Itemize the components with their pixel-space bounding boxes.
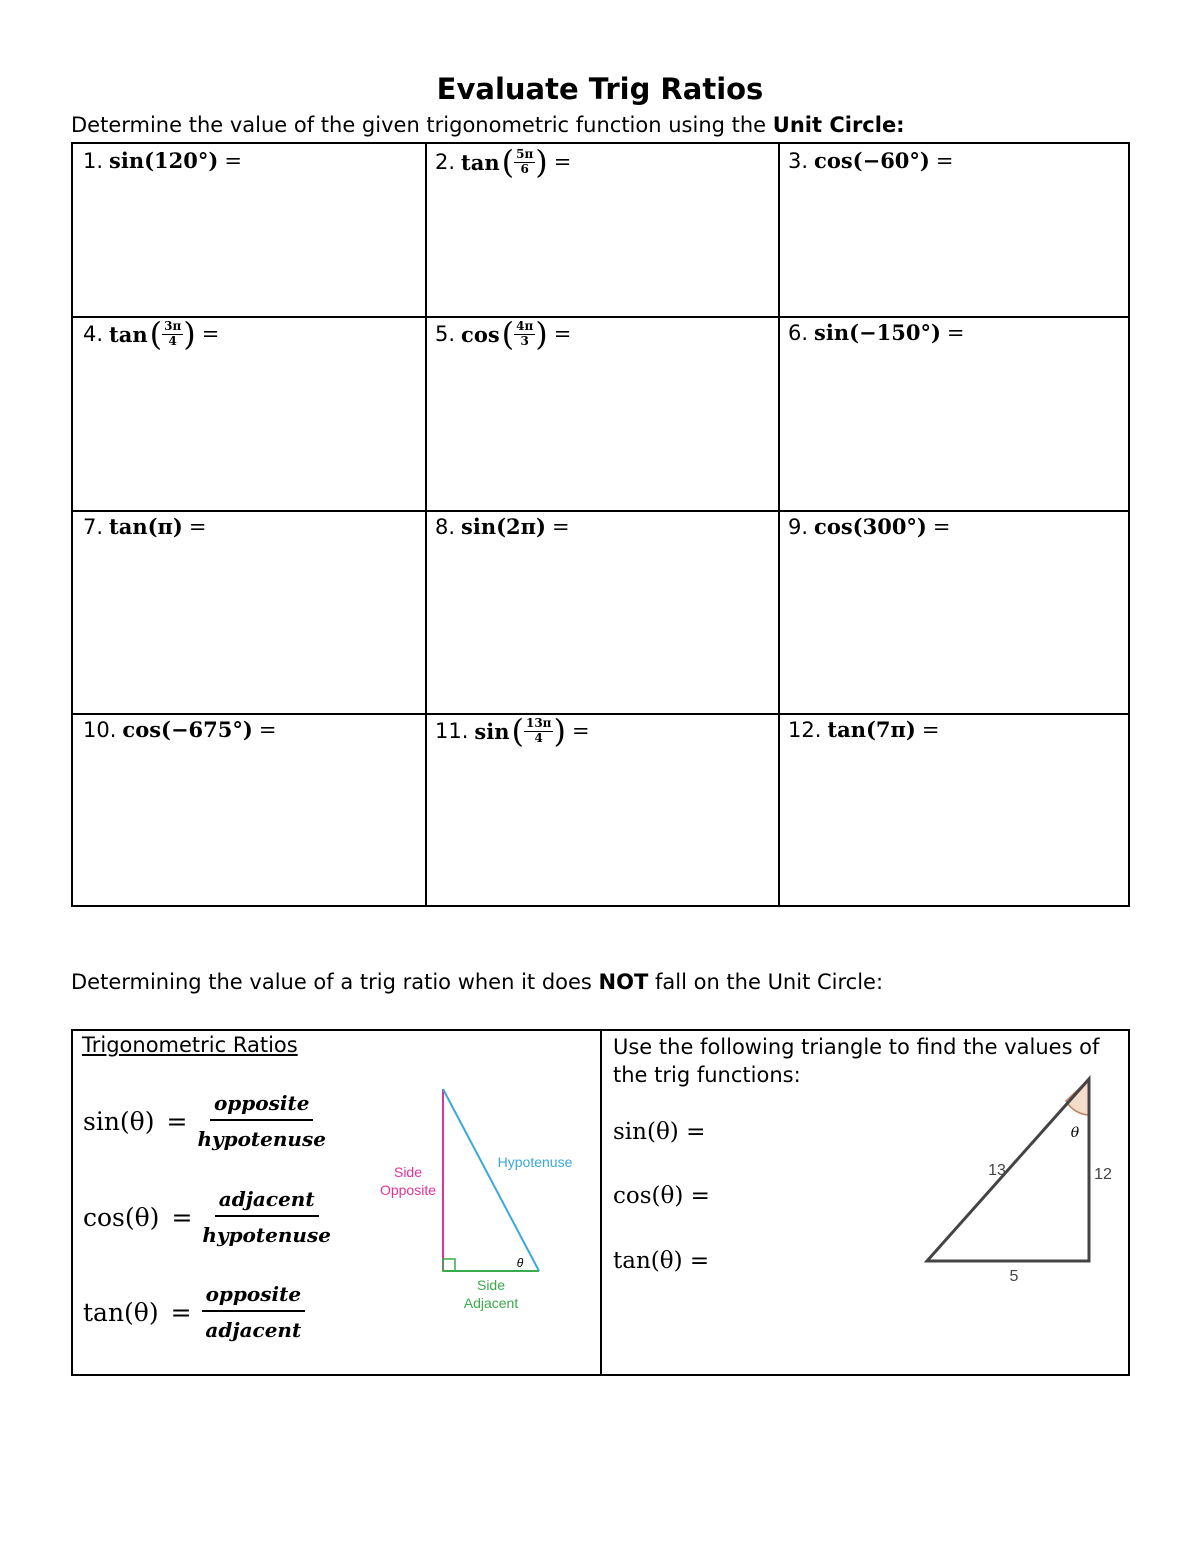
tan-ratio-equals: = <box>170 1297 192 1327</box>
problem-cell-11 <box>425 713 780 905</box>
sin-ratio-lhs: sin(θ) <box>83 1106 155 1136</box>
problem-equals: = <box>946 320 965 345</box>
problem-equals: = <box>571 719 590 743</box>
side-adjacent-label-1: Side <box>476 1277 506 1293</box>
problem-number: 5. <box>435 322 456 346</box>
tan-ratio-denominator: adjacent <box>205 1318 302 1342</box>
problem-cell-3 <box>778 144 1128 318</box>
fraction-numerator: 3π <box>164 319 182 334</box>
instruction2-before: Determining the value of a trig ratio when it does <box>71 970 599 994</box>
problem-number: 2. <box>435 150 456 174</box>
problem-cell-10 <box>73 713 427 905</box>
problem-equals: = <box>932 514 951 539</box>
cos-question: cos(θ) = <box>613 1183 710 1209</box>
problem-function: tan <box>109 321 148 347</box>
problem-number: 9. <box>788 514 809 539</box>
side-adjacent-label-2: Adjacent <box>463 1295 519 1311</box>
right-paren: ) <box>553 712 566 750</box>
problem-7 <box>83 514 206 539</box>
fraction-denominator: 6 <box>520 161 529 176</box>
theta-label-triangle: θ <box>1070 1125 1080 1141</box>
unit-circle-instruction <box>71 113 905 137</box>
instruction-bold: Unit Circle: <box>772 113 905 137</box>
problem-11 <box>435 712 590 750</box>
right-paren: ) <box>535 143 548 181</box>
problem-function: tan <box>461 149 500 175</box>
problem-cell-12 <box>778 713 1128 905</box>
hypotenuse-label: Hypotenuse <box>497 1154 573 1170</box>
sin-question: sin(θ) = <box>613 1119 706 1145</box>
problem-number: 6. <box>788 320 809 345</box>
instruction-text: Determine the value of the given trigonometric function using the <box>71 113 773 137</box>
problem-cell-5 <box>425 316 780 512</box>
problem-number: 4. <box>83 322 104 346</box>
side-opposite-label-2: Opposite <box>379 1182 437 1198</box>
problem-function: sin <box>474 718 510 744</box>
given-triangle <box>913 1071 1123 1291</box>
cos-ratio-equals: = <box>171 1202 193 1232</box>
problem-number: 12. <box>788 717 822 742</box>
problem-function: cos <box>461 321 500 347</box>
problem-equals: = <box>553 150 572 174</box>
right-paren: ) <box>535 315 548 353</box>
problem-equals: = <box>553 322 572 346</box>
problem-5 <box>435 315 572 353</box>
cos-ratio-denominator: hypotenuse <box>202 1223 331 1247</box>
fraction-denominator: 4 <box>534 730 543 745</box>
hypotenuse-line <box>443 1089 539 1271</box>
fraction-numerator: 5π <box>516 147 534 162</box>
base-length-label: 5 <box>1009 1268 1019 1285</box>
sin-ratio-fraction <box>197 1091 326 1151</box>
cos-ratio-fraction <box>202 1187 331 1247</box>
fraction-denominator: 4 <box>168 333 177 348</box>
box-divider <box>600 1031 602 1374</box>
problem-expression: tan(7π) <box>827 717 916 742</box>
problem-cell-2 <box>425 144 780 318</box>
problem-10 <box>83 717 276 742</box>
problem-4 <box>83 315 220 353</box>
problem-number: 7. <box>83 514 104 539</box>
sin-ratio-denominator: hypotenuse <box>197 1127 326 1151</box>
problem-equals: = <box>935 148 954 173</box>
tan-ratio-numerator: opposite <box>202 1282 305 1312</box>
problem-expression: sin(2π) <box>461 514 546 539</box>
tan-question: tan(θ) = <box>613 1248 710 1274</box>
problem-number: 8. <box>435 514 456 539</box>
problem-expression: sin(−150°) <box>814 320 941 345</box>
tan-ratio <box>83 1282 305 1342</box>
hyp-length-label: 13 <box>988 1162 1006 1179</box>
instruction2-bold: NOT <box>598 970 649 994</box>
tan-ratio-fraction <box>202 1282 305 1342</box>
side-opposite-label-1: Side <box>393 1164 423 1180</box>
fraction-numerator: 13π <box>525 716 552 731</box>
sin-ratio-numerator: opposite <box>210 1091 313 1121</box>
problem-expression: sin(120°) <box>109 148 219 173</box>
problem-12 <box>788 717 939 742</box>
problem-fraction <box>514 320 535 347</box>
problem-cell-9 <box>778 510 1128 715</box>
fraction-denominator: 3 <box>520 333 529 348</box>
problem-number: 11. <box>435 719 469 743</box>
right-angle-mark <box>443 1259 455 1271</box>
page-title: Evaluate Trig Ratios <box>436 72 764 106</box>
problem-equals: = <box>921 717 940 742</box>
triangle-shape <box>927 1079 1089 1261</box>
problem-cell-7 <box>73 510 427 715</box>
problem-cell-8 <box>425 510 780 715</box>
problem-expression: tan(π) <box>109 514 183 539</box>
problem-fraction <box>162 320 183 347</box>
problem-8 <box>435 514 570 539</box>
ratio-reference-box <box>71 1029 1130 1376</box>
cos-ratio <box>83 1187 331 1247</box>
sin-ratio <box>83 1091 326 1151</box>
theta-label-diagram: θ <box>516 1256 524 1270</box>
left-paren: ( <box>511 712 524 750</box>
problem-9 <box>788 514 950 539</box>
problem-cell-4 <box>73 316 427 512</box>
problem-2 <box>435 143 572 181</box>
right-paren: ) <box>183 315 196 353</box>
problem-6 <box>788 320 965 345</box>
problem-cell-1 <box>73 144 427 318</box>
fraction-numerator: 4π <box>516 319 534 334</box>
problem-3 <box>788 148 953 173</box>
not-unit-circle-instruction <box>71 970 883 994</box>
sin-ratio-equals: = <box>166 1106 188 1136</box>
problem-number: 1. <box>83 148 104 173</box>
triangle-instructions: Use the following triangle to find the values of the trig functions: <box>613 1035 1100 1087</box>
problem-equals: = <box>551 514 570 539</box>
tan-ratio-lhs: tan(θ) <box>83 1297 159 1327</box>
problem-cell-6 <box>778 316 1128 512</box>
problem-number: 3. <box>788 148 809 173</box>
problem-equals: = <box>188 514 207 539</box>
problem-1 <box>83 148 242 173</box>
problem-number: 10. <box>83 717 117 742</box>
problem-expression: cos(−675°) <box>122 717 253 742</box>
side-length-label: 12 <box>1094 1166 1112 1183</box>
cos-ratio-lhs: cos(θ) <box>83 1202 160 1232</box>
labeled-right-triangle-diagram <box>363 1081 593 1321</box>
ratios-title: Trigonometric Ratios <box>82 1033 298 1057</box>
problem-equals: = <box>201 322 220 346</box>
problem-equals: = <box>258 717 277 742</box>
problem-equals: = <box>224 148 242 173</box>
left-paren: ( <box>501 143 515 181</box>
left-paren: ( <box>149 315 163 353</box>
problem-fraction <box>514 148 535 175</box>
problem-grid <box>71 142 1130 907</box>
cos-ratio-numerator: adjacent <box>215 1187 319 1217</box>
problem-expression: cos(−60°) <box>814 148 930 173</box>
instruction2-after: fall on the Unit Circle: <box>648 970 884 994</box>
left-paren: ( <box>501 315 515 353</box>
problem-fraction <box>524 717 553 744</box>
problem-expression: cos(300°) <box>814 514 927 539</box>
